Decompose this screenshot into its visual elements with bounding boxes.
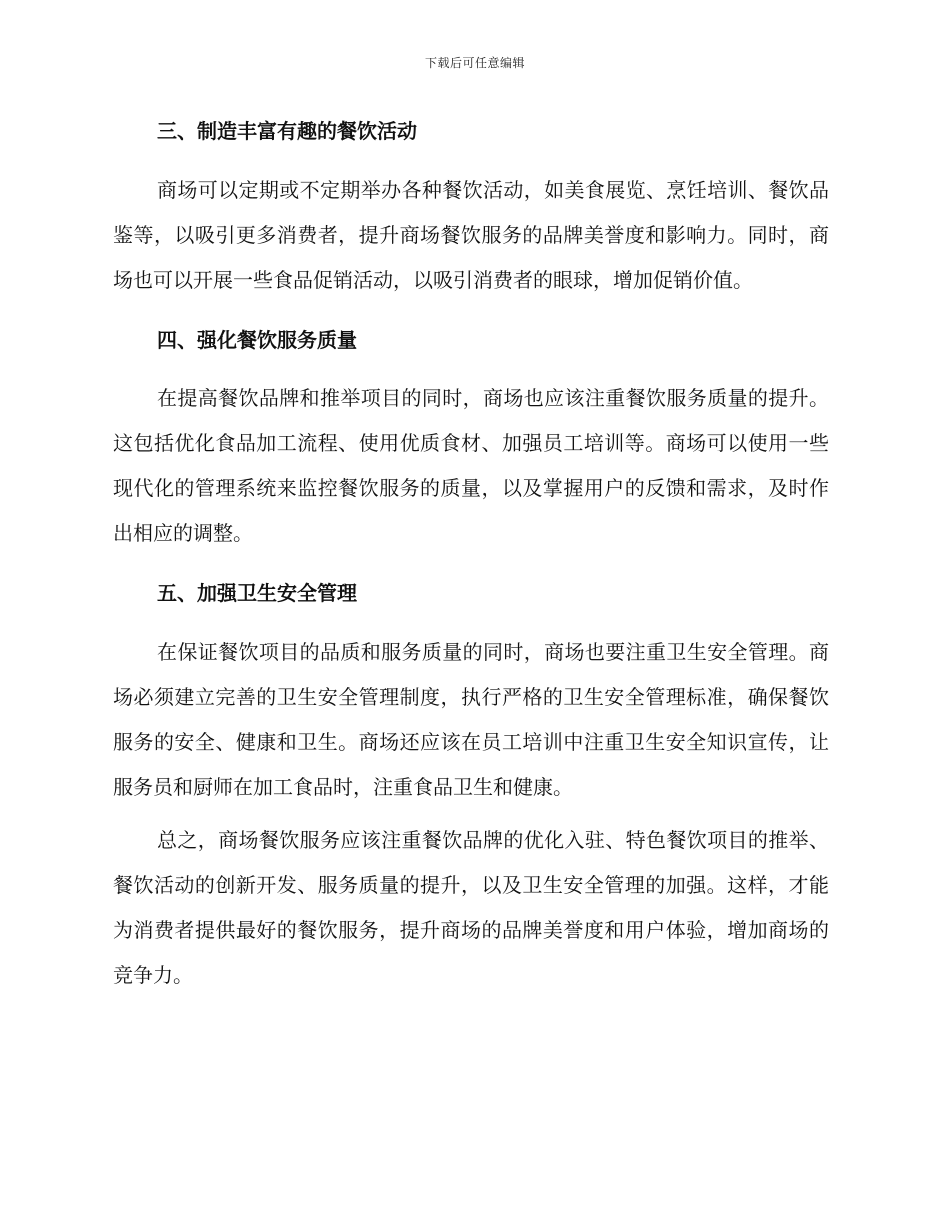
- section-paragraph-4: 在提高餐饮品牌和推举项目的同时，商场也应该注重餐饮服务质量的提升。这包括优化食品加工流程、使用优质食材、加强员工培训等。商场可以使用一些现代化的管理系统来监控餐饮服务的质量，以及掌握用户的反馈和需求，及时作出相应的调整。: [113, 386, 829, 545]
- document-body: [113, 114, 829, 998]
- page-header-note: 下载后可任意编辑: [424, 56, 525, 70]
- section-heading-3: 三、制造丰富有趣的餐饮活动: [157, 119, 417, 143]
- conclusion-paragraph: 总之，商场餐饮服务应该注重餐饮品牌的优化入驻、特色餐饮项目的推举、餐饮活动的创新开发、服务质量的提升，以及卫生安全管理的加强。这样，才能为消费者提供最好的餐饮服务，提升商场的品牌美誉度和用户体验，增加商场的竞争力。: [113, 828, 829, 987]
- section-heading-5: 五、加强卫生安全管理: [157, 581, 357, 605]
- section-heading-4: 四、强化餐饮服务质量: [157, 328, 357, 352]
- section-paragraph-3: 商场可以定期或不定期举办各种餐饮活动，如美食展览、烹饪培训、餐饮品鉴等，以吸引更多消费者，提升商场餐饮服务的品牌美誉度和影响力。同时，商场也可以开展一些食品促销活动，以吸引消费者的眼球，增加促销价值。: [113, 178, 829, 292]
- section-paragraph-5: 在保证餐饮项目的品质和服务质量的同时，商场也要注重卫生安全管理。商场必须建立完善的卫生安全管理制度，执行严格的卫生安全管理标准，确保餐饮服务的安全、健康和卫生。商场还应该在员工培训中注重卫生安全知识宣传，让服务员和厨师在加工食品时，注重食品卫生和健康。: [113, 640, 829, 799]
